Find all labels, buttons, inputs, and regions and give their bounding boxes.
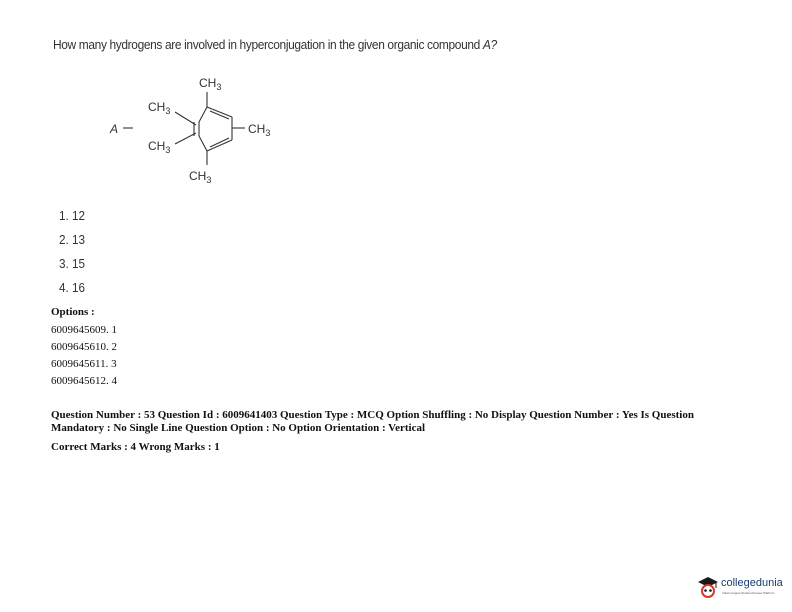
methyl-label-lower-left: $CH_3$ xyxy=(148,139,171,155)
brand-name: collegedunia xyxy=(721,577,783,589)
option-item: 6009645611. 3 xyxy=(51,358,117,370)
choice-1: 1. 12 xyxy=(59,208,86,223)
option-item: 6009645610. 2 xyxy=(51,341,117,353)
options-title: Options : xyxy=(51,306,95,318)
option-item: 6009645612. 4 xyxy=(51,375,117,387)
choice-2: 2. 13 xyxy=(59,232,86,247)
methyl-label-right: $CH_3$ xyxy=(248,122,271,138)
collegedunia-logo xyxy=(697,574,792,604)
methyl-label-upper-left: $CH_3$ xyxy=(148,100,171,116)
structure-label-a: A xyxy=(110,122,119,136)
question-metadata: Question Number : 53 Question Id : 6009641403 Question Type : MCQ Option Shuffling : No Display Question Number : Yes Is Question Mandatory : No Single Line Question Option : No Option Orientation : Vertical xyxy=(51,409,694,434)
option-item: 6009645609. 1 xyxy=(51,324,117,336)
bond-lines xyxy=(123,92,245,165)
question-stem: How many hydrogens are involved in hyperconjugation in the given organic compound xyxy=(53,37,483,52)
options-list xyxy=(51,322,117,390)
question-text xyxy=(53,37,697,52)
compound-label: A? xyxy=(482,37,497,52)
methyl-label-top: $CH_3$ xyxy=(199,76,222,92)
marks-info: Correct Marks : 4 Wrong Marks : 1 xyxy=(51,441,220,453)
methyl-label-bottom: $CH_3$ xyxy=(189,169,212,185)
choice-4: 4. 16 xyxy=(59,280,86,295)
brand-tagline: India's largest Student Review Platform xyxy=(722,591,775,595)
chemical-structure xyxy=(100,72,300,192)
answer-choices xyxy=(59,208,88,304)
choice-3: 3. 15 xyxy=(59,256,86,271)
graduation-cap-icon xyxy=(697,576,719,600)
